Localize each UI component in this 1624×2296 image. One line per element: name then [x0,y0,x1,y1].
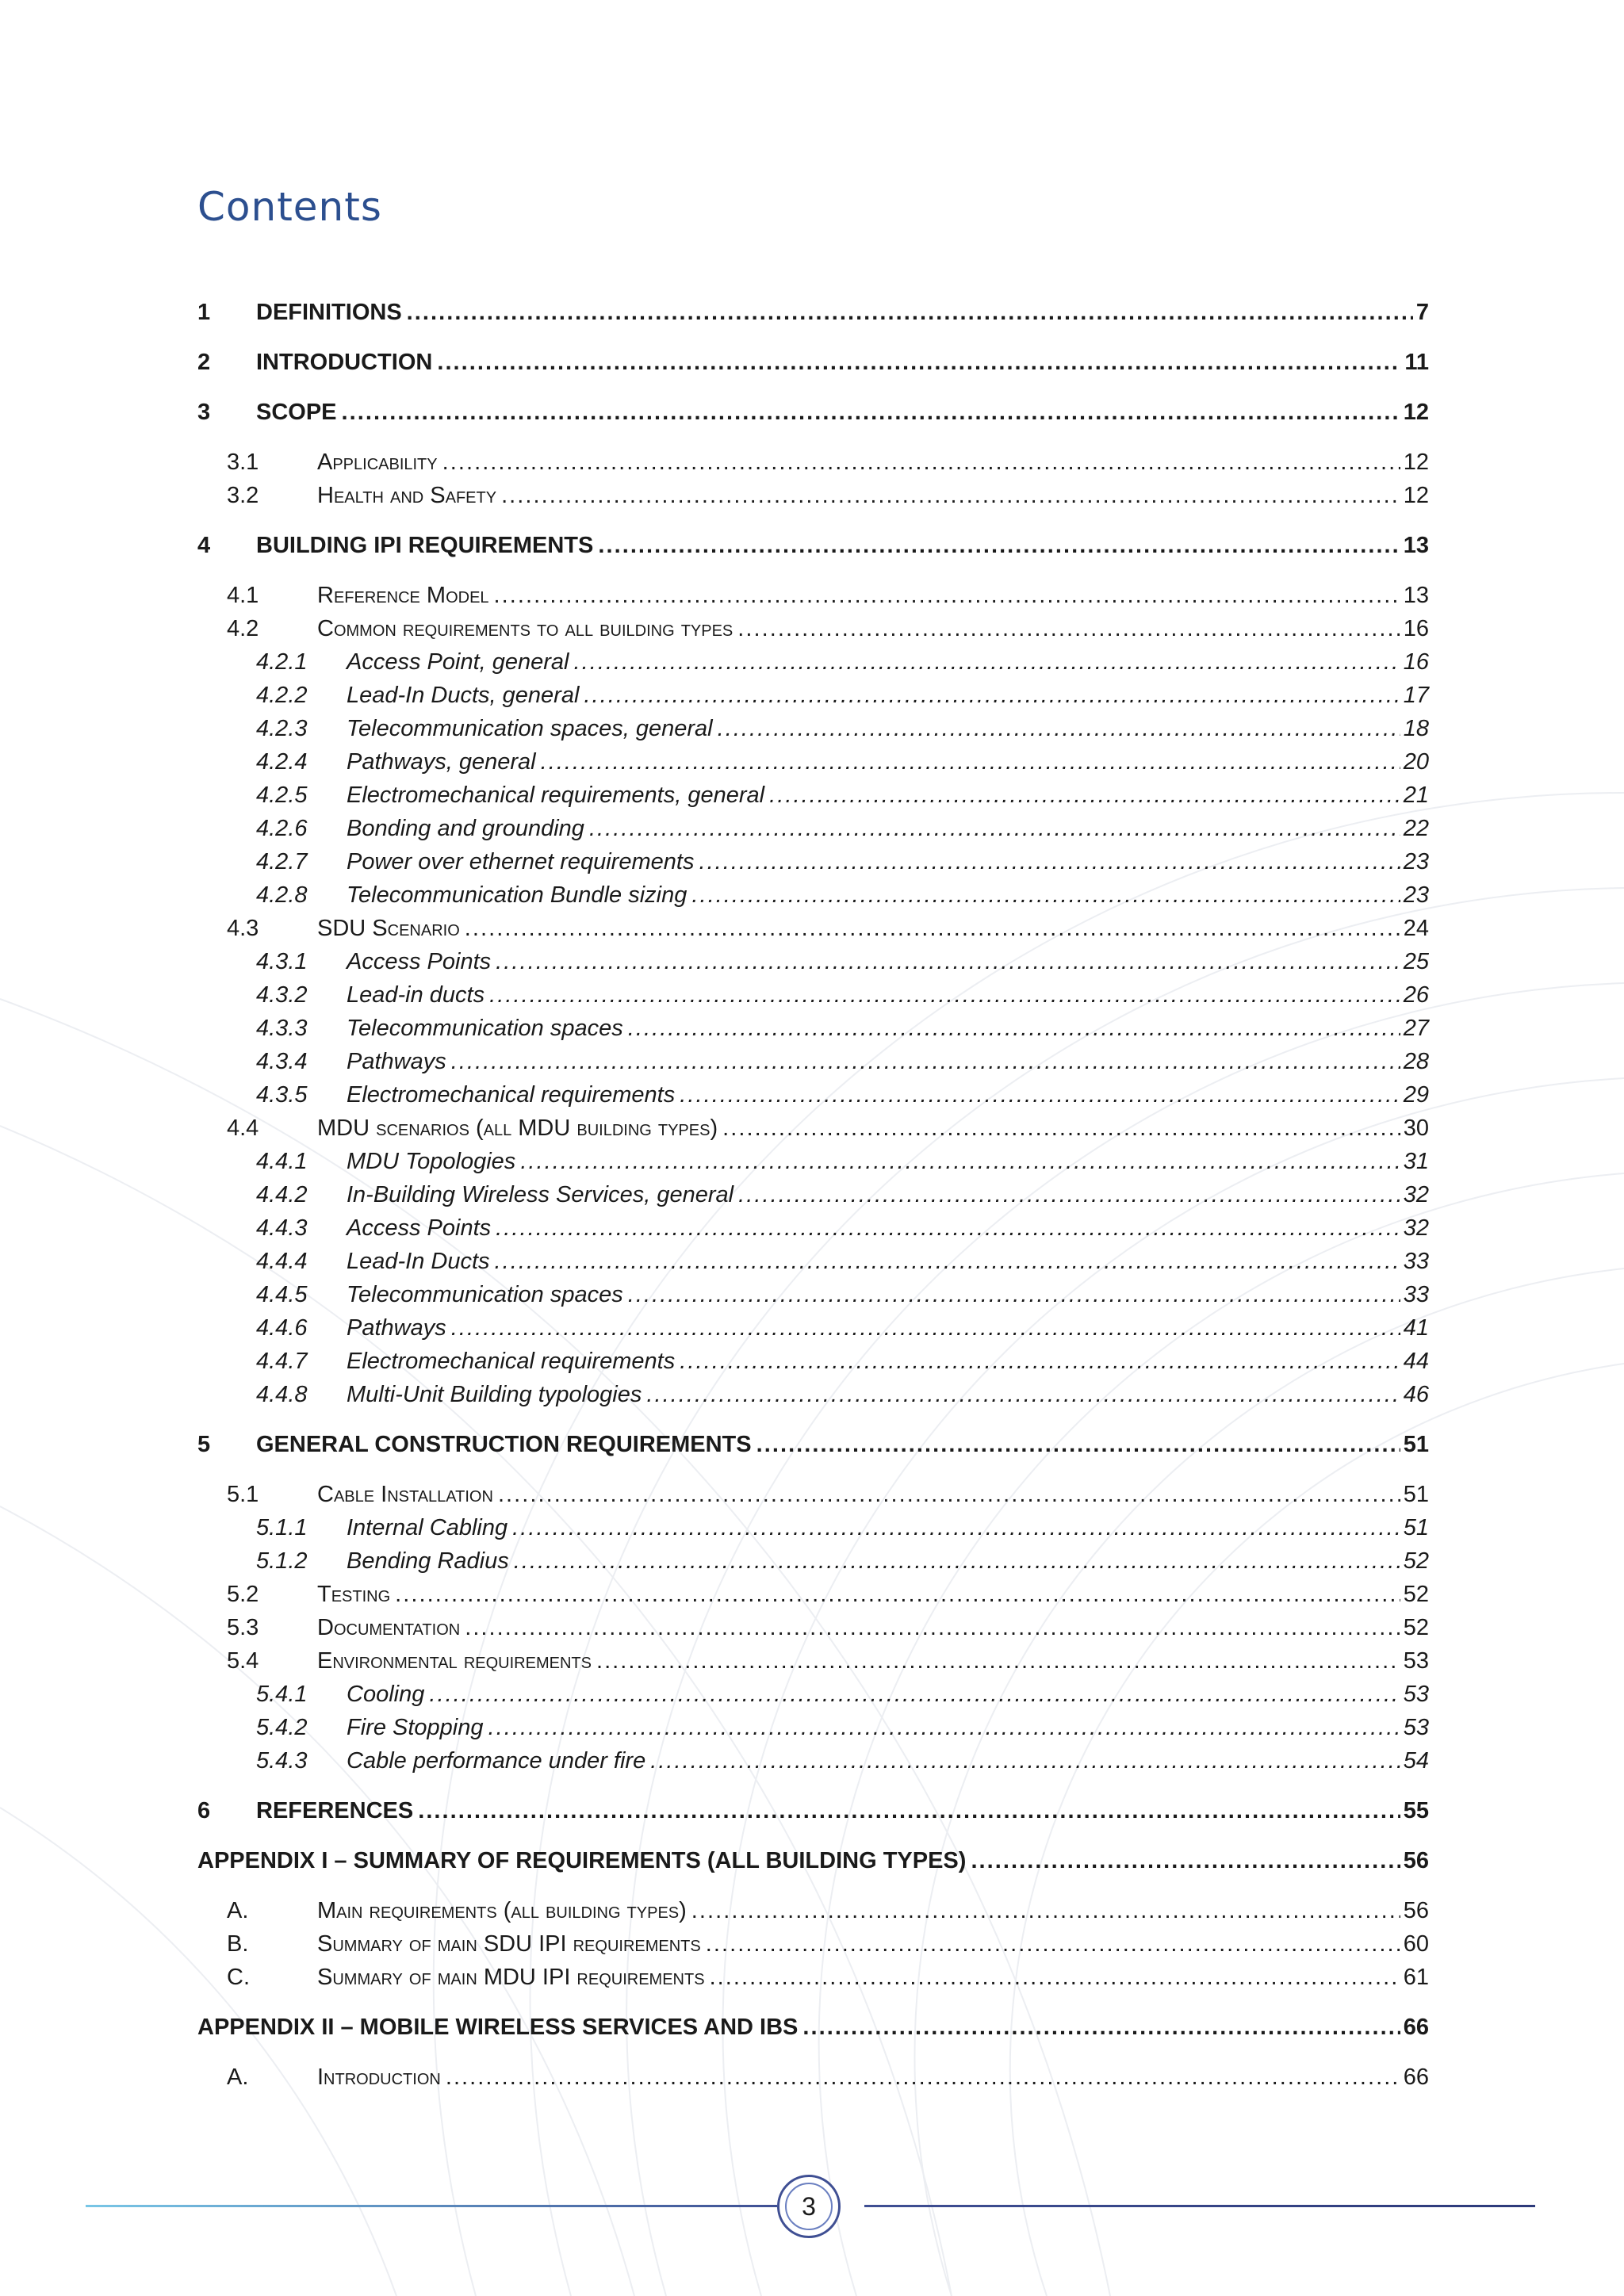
toc-entry-number: 4.3.3 [256,1016,308,1041]
toc-entry-number: 5.1.2 [256,1548,308,1574]
toc-dot-leader [437,350,1401,376]
toc-entry[interactable] [0,1615,1429,1641]
toc-entry-title: Power over ethernet requirements [347,849,695,874]
toc-entry-number: 4.3.2 [256,982,308,1008]
toc-entry-title: Cable performance under fire [347,1748,646,1774]
toc-entry[interactable] [0,616,1429,642]
toc-entry-title: Pathways, general [347,749,536,775]
toc-dot-leader [395,1582,1400,1608]
toc-entry-title: Telecommunication spaces, general [347,716,713,741]
toc-entry-title: Electromechanical requirements, general [347,783,765,808]
toc-entry[interactable] [0,1215,1429,1242]
toc-entry-page: 29 [1403,1082,1429,1108]
toc-dot-leader [722,1115,1400,1142]
toc-entry[interactable] [0,1715,1429,1741]
toc-dot-leader [699,849,1400,875]
toc-entry-page: 56 [1403,1848,1429,1873]
toc-entry[interactable] [0,1682,1429,1708]
toc-entry-page: 41 [1403,1315,1429,1341]
toc-entry-number: B. [227,1931,249,1957]
toc-entry-page: 54 [1403,1748,1429,1774]
toc-entry-title: Testing [317,1582,391,1607]
toc-dot-leader [769,783,1400,809]
toc-entry-title: Lead-In Ducts [347,1249,490,1274]
toc-entry-number: 4.2.4 [256,749,308,775]
toc-entry-title: INTRODUCTION [256,350,433,375]
toc-dot-leader [691,882,1400,909]
toc-entry[interactable] [0,1249,1429,1275]
contents-heading: Contents [197,184,382,230]
toc-entry-title: SCOPE [256,400,337,425]
toc-entry-number: 4.4.5 [256,1282,308,1307]
page-number-badge [777,2175,841,2238]
toc-entry-page: 30 [1403,1115,1429,1141]
toc-entry-number: 6 [197,1798,211,1823]
toc-entry-page: 20 [1403,749,1429,775]
toc-entry-page: 12 [1403,450,1429,475]
toc-entry[interactable] [0,716,1429,742]
toc-entry-title: In-Building Wireless Services, general [347,1182,734,1207]
toc-entry[interactable] [0,1382,1429,1408]
toc-entry[interactable] [0,1016,1429,1042]
toc-entry-page: 21 [1403,783,1429,808]
toc-dot-leader [494,583,1400,609]
toc-entry[interactable] [0,816,1429,842]
toc-entry[interactable] [0,400,1429,426]
toc-entry-number: 3.2 [227,483,259,508]
toc-dot-leader [589,816,1400,842]
toc-entry-number: 4.3 [227,916,259,941]
toc-entry-page: 23 [1403,849,1429,874]
toc-entry[interactable] [0,783,1429,809]
toc-entry-page: 60 [1403,1931,1429,1957]
toc-entry-title: Electromechanical requirements [347,1082,676,1108]
toc-entry-page: 46 [1403,1382,1429,1407]
toc-dot-leader [971,1848,1400,1874]
toc-entry-number: 5.2 [227,1582,259,1607]
footer-line-left [86,2205,777,2207]
toc-entry[interactable] [0,1515,1429,1541]
toc-entry-title: Summary of main SDU IPI requirements [317,1931,701,1957]
toc-entry-title: Applicability [317,450,438,475]
toc-entry-number: 4.2.3 [256,716,308,741]
toc-entry-number: 5.1 [227,1482,259,1507]
toc-entry-number: 4.4.7 [256,1349,308,1374]
toc-entry-title: Environmental requirements [317,1648,592,1674]
toc-entry-page: 33 [1403,1249,1429,1274]
toc-entry[interactable] [0,2015,1429,2041]
toc-entry-number: 4.3.1 [256,949,308,974]
toc-entry-number: 4 [197,533,211,558]
toc-entry[interactable] [0,350,1429,376]
toc-entry-title: Reference Model [317,583,489,608]
toc-entry-title: Cable Installation [317,1482,493,1507]
toc-entry-page: 22 [1403,816,1429,841]
toc-entry[interactable] [0,1582,1429,1608]
toc-entry-page: 12 [1403,400,1429,425]
toc-entry-page: 33 [1403,1282,1429,1307]
toc-entry[interactable] [0,1931,1429,1957]
toc-entry-page: 23 [1403,882,1429,908]
toc-entry-number: 5.4.2 [256,1715,308,1740]
toc-dot-leader [451,1315,1400,1341]
toc-entry-title: BUILDING IPI REQUIREMENTS [256,533,594,558]
toc-entry[interactable] [0,483,1429,509]
toc-entry-page: 51 [1403,1515,1429,1540]
toc-dot-leader [646,1382,1400,1408]
toc-entry[interactable] [0,1082,1429,1108]
toc-entry-number: 4.2.6 [256,816,308,841]
toc-entry-number: 3.1 [227,450,259,475]
toc-entry-title: Documentation [317,1615,461,1640]
toc-dot-leader [573,649,1400,675]
toc-entry-title: Lead-in ducts [347,982,485,1008]
toc-entry-title: Telecommunication Bundle sizing [347,882,688,908]
toc-entry-title: Access Points [347,1215,492,1241]
toc-entry[interactable] [0,1149,1429,1175]
toc-entry[interactable] [0,583,1429,609]
toc-entry-page: 66 [1403,2015,1429,2040]
toc-entry-number: 5.4 [227,1648,259,1674]
toc-entry-title: SDU Scenario [317,916,460,941]
toc-entry-page: 27 [1403,1016,1429,1041]
toc-entry-number: 4.2.7 [256,849,308,874]
toc-entry[interactable] [0,1182,1429,1208]
toc-entry-number: A. [227,1898,249,1923]
toc-entry-number: 4.4.8 [256,1382,308,1407]
toc-entry[interactable] [0,1898,1429,1924]
toc-entry-page: 53 [1403,1715,1429,1740]
toc-entry-number: 5.1.1 [256,1515,308,1540]
toc-entry[interactable] [0,1748,1429,1774]
toc-entry[interactable] [0,916,1429,942]
toc-entry-title: Bonding and grounding [347,816,584,841]
toc-entry-number: 4.1 [227,583,259,608]
toc-entry-page: 25 [1403,949,1429,974]
toc-entry-number: 4.3.4 [256,1049,308,1074]
toc-entry-page: 32 [1403,1182,1429,1207]
toc-entry[interactable] [0,1282,1429,1308]
toc-dot-leader [738,1182,1400,1208]
toc-entry-title: MDU scenarios (all MDU building types) [317,1115,718,1141]
toc-entry-page: 66 [1403,2064,1429,2090]
toc-entry[interactable] [0,2064,1429,2091]
toc-entry[interactable] [0,1798,1429,1824]
toc-dot-leader [514,1548,1400,1575]
toc-entry-title: Cooling [347,1682,425,1707]
toc-entry-title: Common requirements to all building types [317,616,733,641]
toc-dot-leader [596,1648,1400,1674]
toc-entry-page: 16 [1403,649,1429,675]
toc-entry-title: MDU Topologies [347,1149,516,1174]
toc-entry-page: 55 [1403,1798,1429,1823]
toc-dot-leader [691,1898,1400,1924]
toc-entry[interactable] [0,683,1429,709]
toc-entry-title: Main requirements (all building types) [317,1898,687,1923]
toc-dot-leader [756,1432,1400,1458]
toc-entry-page: 28 [1403,1049,1429,1074]
toc-entry[interactable] [0,1848,1429,1874]
toc-entry[interactable] [0,1049,1429,1075]
toc-entry-title: Electromechanical requirements [347,1349,676,1374]
toc-entry[interactable] [0,1315,1429,1341]
toc-entry-number: 4.2.1 [256,649,308,675]
toc-dot-leader [802,2015,1400,2041]
toc-entry-page: 13 [1403,533,1429,558]
toc-entry-number: 4.4 [227,1115,259,1141]
toc-entry-number: 1 [197,300,211,325]
toc-entry-title: Health and Safety [317,483,497,508]
toc-entry-page: 52 [1403,1615,1429,1640]
toc-entry[interactable] [0,450,1429,476]
toc-entry-page: 32 [1403,1215,1429,1241]
toc-entry[interactable] [0,982,1429,1008]
toc-entry[interactable] [0,1648,1429,1674]
toc-entry-page: 12 [1403,483,1429,508]
toc-entry-page: 18 [1403,716,1429,741]
page-number: 3 [785,2183,833,2230]
toc-entry-number: 4.4.6 [256,1315,308,1341]
toc-entry-page: 44 [1403,1349,1429,1374]
toc-entry-page: 61 [1403,1965,1429,1990]
toc-dot-leader [342,400,1400,426]
toc-entry-number: 4.4.1 [256,1149,308,1174]
toc-entry-page: 11 [1404,350,1429,375]
toc-entry-page: 52 [1403,1582,1429,1607]
toc-entry-number: 4.4.2 [256,1182,308,1207]
toc-entry-number: 5.3 [227,1615,259,1640]
toc-entry-number: 3 [197,400,211,425]
toc-entry-title: APPENDIX I – SUMMARY OF REQUIREMENTS (ALL BUILDING TYPES) [197,1848,967,1873]
toc-entry[interactable] [0,1115,1429,1142]
toc-entry-number: 4.2 [227,616,259,641]
toc-dot-leader [680,1082,1400,1108]
toc-entry-title: Telecommunication spaces [347,1282,623,1307]
toc-entry-number: A. [227,2064,249,2090]
toc-entry[interactable] [0,749,1429,775]
toc-dot-leader [628,1016,1400,1042]
toc-entry-number: 5.4.3 [256,1748,308,1774]
toc-entry-title: Access Point, general [347,649,569,675]
toc-entry-title: Pathways [347,1049,446,1074]
toc-entry-number: 4.4.3 [256,1215,308,1241]
toc-entry-page: 51 [1403,1482,1429,1507]
toc-dot-leader [489,982,1400,1008]
toc-dot-leader [496,949,1400,975]
toc-entry-number: 4.2.5 [256,783,308,808]
toc-entry-title: Bending Radius [347,1548,509,1574]
toc-dot-leader [496,1215,1400,1242]
toc-entry-page: 16 [1403,616,1429,641]
toc-entry-title: REFERENCES [256,1798,414,1823]
toc-entry-page: 52 [1403,1548,1429,1574]
toc-entry-number: 4.2.8 [256,882,308,908]
toc-entry-number: 4.3.5 [256,1082,308,1108]
toc-entry-page: 51 [1403,1432,1429,1457]
toc-entry-number: 2 [197,350,211,375]
toc-entry-title: Internal Cabling [347,1515,508,1540]
toc-entry-title: Multi-Unit Building typologies [347,1382,642,1407]
toc-entry-title: GENERAL CONSTRUCTION REQUIREMENTS [256,1432,752,1457]
toc-entry-number: 5 [197,1432,211,1457]
toc-entry-title: Introduction [317,2064,441,2090]
toc-dot-leader [465,1615,1400,1641]
toc-entry-number: 4.4.4 [256,1249,308,1274]
toc-dot-leader [520,1149,1400,1175]
toc-entry-title: DEFINITIONS [256,300,402,325]
toc-entry-title: APPENDIX II – MOBILE WIRELESS SERVICES AND IBS [197,2015,799,2040]
toc-entry-page: 7 [1415,300,1429,325]
toc-entry[interactable] [0,1482,1429,1508]
toc-entry-title: Access Points [347,949,492,974]
toc-entry[interactable] [0,649,1429,675]
toc-dot-leader [541,749,1400,775]
toc-entry-page: 56 [1403,1898,1429,1923]
toc-dot-leader [680,1349,1400,1375]
toc-entry-title: Telecommunication spaces [347,1016,623,1041]
toc-entry[interactable] [0,533,1429,559]
toc-dot-leader [584,683,1400,709]
toc-entry-page: 13 [1403,583,1429,608]
toc-entry-title: Summary of main MDU IPI requirements [317,1965,705,1990]
toc-entry-title: Fire Stopping [347,1715,484,1740]
toc-dot-leader [465,916,1400,942]
toc-entry-number: 5.4.1 [256,1682,308,1707]
toc-dot-leader [442,450,1400,476]
toc-dot-leader [598,533,1400,559]
toc-dot-leader [706,1931,1400,1957]
toc-entry-title: Pathways [347,1315,446,1341]
toc-entry-title: Lead-In Ducts, general [347,683,580,708]
toc-dot-leader [512,1515,1400,1541]
toc-entry[interactable] [0,849,1429,875]
toc-dot-leader [418,1798,1400,1824]
toc-entry-page: 31 [1403,1149,1429,1174]
toc-dot-leader [628,1282,1400,1308]
toc-dot-leader [650,1748,1400,1774]
toc-dot-leader [451,1049,1400,1075]
toc-entry-page: 17 [1403,683,1429,708]
toc-dot-leader [737,616,1400,642]
toc-entry-page: 26 [1403,982,1429,1008]
toc-entry-number: C. [227,1965,250,1990]
toc-entry[interactable] [0,1432,1429,1458]
toc-entry[interactable] [0,1965,1429,1991]
toc-entry[interactable] [0,949,1429,975]
toc-entry-page: 24 [1403,916,1429,941]
toc-entry-page: 53 [1403,1648,1429,1674]
toc-dot-leader [501,483,1400,509]
footer-line-right [864,2205,1535,2207]
toc-dot-leader [710,1965,1400,1991]
toc-entry[interactable] [0,300,1429,326]
toc-dot-leader [429,1682,1400,1708]
toc-dot-leader [407,300,1413,326]
toc-dot-leader [446,2064,1400,2091]
toc-dot-leader [718,716,1400,742]
toc-dot-leader [495,1249,1400,1275]
toc-entry-number: 4.2.2 [256,683,308,708]
toc-entry[interactable] [0,882,1429,909]
toc-entry[interactable] [0,1548,1429,1575]
toc-entry[interactable] [0,1349,1429,1375]
toc-dot-leader [498,1482,1400,1508]
toc-entry-page: 53 [1403,1682,1429,1707]
toc-dot-leader [488,1715,1400,1741]
